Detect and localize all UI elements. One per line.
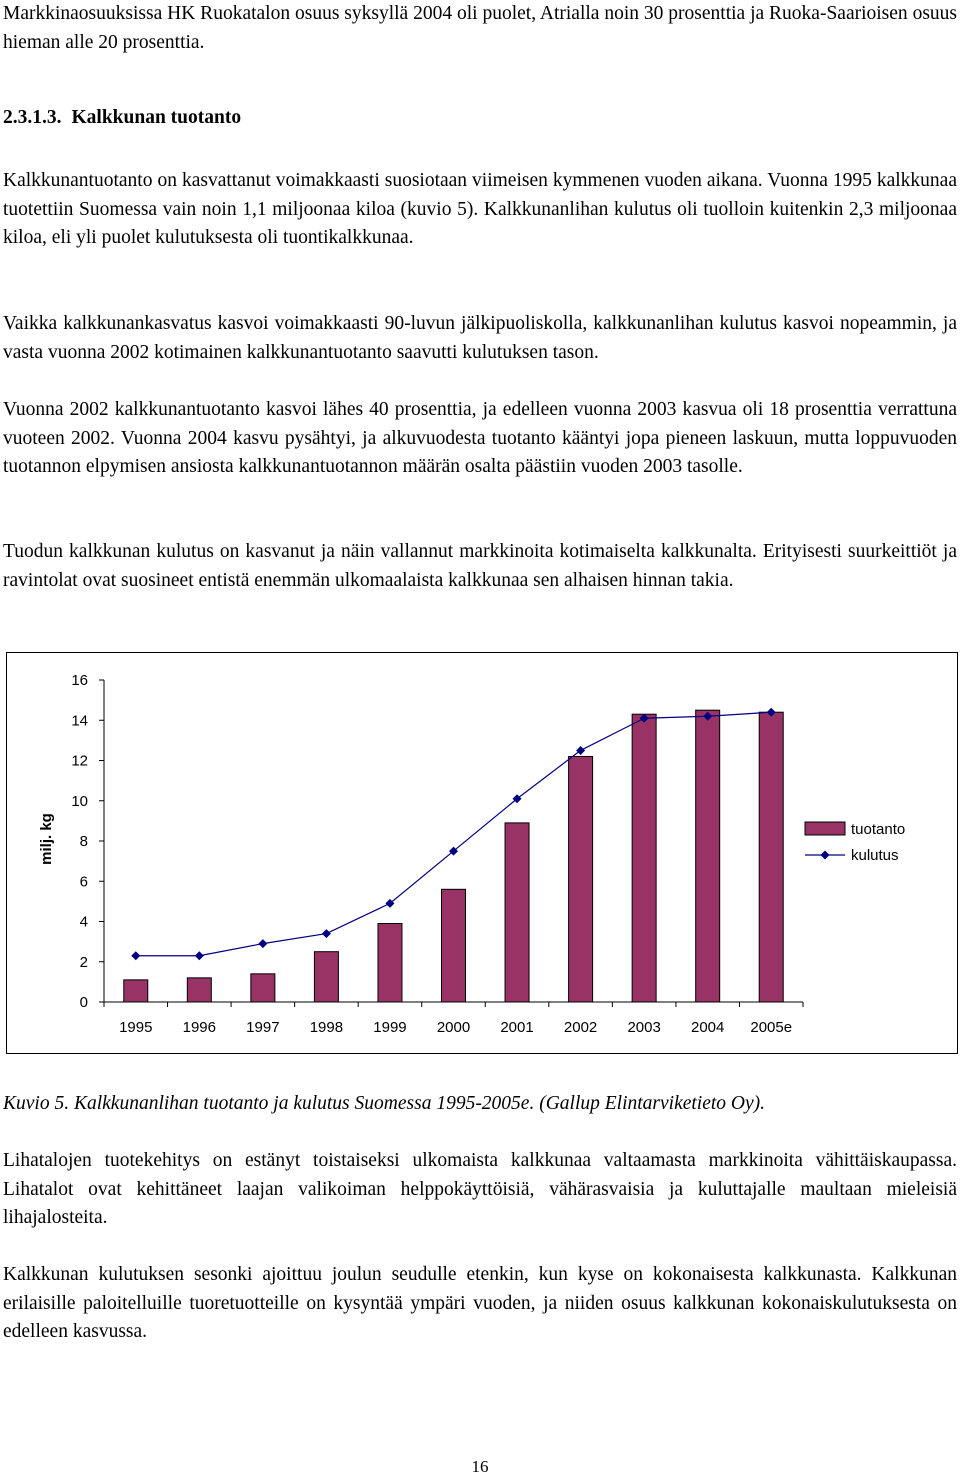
section-title: Kalkkunan tuotanto — [71, 107, 242, 128]
bar-tuotanto — [569, 756, 593, 1002]
paragraph-production-growth: Kalkkunantuotanto on kasvattanut voimakkaasti suosiotaan viimeisen kymmenen vuoden aikana. Vuonna 1995 kalkkunaa tuotettiin Suomessa vain noin 1,1 miljoonaa kiloa (kuvio 5). Kalkkunanlihan kulutus oli tuolloin kuitenkin 2,3 miljoonaa kiloa, eli yli puolet kulutuksesta oli tuontikalkkunaa. — [3, 170, 957, 248]
paragraph-imports: Tuodun kalkkunan kulutus on kasvanut ja näin vallannut markkinoita kotimaiselta kalkkunalta. Erityisesti suurkeittiöt ja ravintolat ovat suosineet entistä enemmän ulkomaalaista kalkkunaa sen alhaisen hinnan takia. — [3, 541, 957, 591]
legend-swatch-tuotanto — [805, 822, 845, 835]
point-kulutus — [195, 951, 204, 960]
chart-svg — [7, 653, 957, 1053]
x-tick-label: 2005e — [750, 1019, 793, 1036]
bar-tuotanto — [187, 978, 211, 1002]
x-tick-label: 1999 — [373, 1019, 407, 1036]
x-tick-label: 1998 — [309, 1019, 344, 1036]
y-tick-label: 0 — [79, 994, 88, 1011]
y-tick-label: 10 — [71, 792, 88, 810]
x-tick-label: 1996 — [182, 1019, 217, 1036]
bar-tuotanto — [314, 952, 338, 1002]
x-tick-label: 2002 — [563, 1019, 598, 1036]
legend-label-kulutus: kulutus — [851, 847, 899, 864]
bar-tuotanto — [696, 710, 720, 1002]
point-kulutus — [131, 951, 140, 960]
chart-figure — [6, 652, 958, 1054]
bar-tuotanto — [442, 889, 466, 1002]
bar-tuotanto — [251, 974, 275, 1002]
x-tick-label: 2003 — [627, 1019, 661, 1036]
bar-tuotanto — [759, 712, 783, 1002]
paragraph-product-development: Lihatalojen tuotekehitys on estänyt toistaiseksi ulkomaista kalkkunaa valtaamasta markkinoita vähittäiskaupassa. Lihatalot ovat kehittäneet laajan valikoiman helppokäyttöisiä, vähärasvaisia ja kuluttajalle maultaan mieleisiä lihajalosteita. — [3, 1150, 957, 1228]
x-tick-label: 1995 — [119, 1019, 153, 1036]
legend-label-tuotanto: tuotanto — [851, 821, 906, 838]
bar-tuotanto — [505, 823, 529, 1002]
y-tick-label: 12 — [71, 752, 88, 770]
page-number: 16 — [471, 1457, 489, 1476]
point-kulutus — [322, 929, 331, 938]
point-kulutus — [258, 939, 267, 948]
bar-tuotanto — [124, 980, 148, 1002]
section-heading — [3, 104, 241, 133]
figure-caption: Kuvio 5. Kalkkunanlihan tuotanto ja kulutus Suomessa 1995-2005e. (Gallup Elintarviketieto Oy). — [3, 1093, 766, 1114]
point-kulutus — [576, 746, 585, 755]
y-tick-label: 2 — [79, 953, 88, 971]
y-axis-title: milj. kg — [38, 813, 55, 865]
y-tick-label: 14 — [71, 712, 88, 730]
y-tick-label: 16 — [71, 672, 88, 689]
bar-tuotanto — [632, 714, 656, 1002]
paragraph-season: Kalkkunan kulutuksen sesonki ajoittuu joulun seudulle etenkin, kun kyse on kokonaisesta kalkkunasta. Kalkkunan erilaisille paloitelluille tuoretuotteille on kysyntää ympäri vuoden, ja niiden osuus kalkkunan kokonaiskulutuksesta on edelleen kasvussa. — [3, 1264, 957, 1342]
paragraph-market-shares: Markkinaosuuksissa HK Ruokatalon osuus syksyllä 2004 oli puolet, Atrialla noin 30 prosenttia ja Ruoka-Saarioisen osuus hieman alle 20 prosenttia. — [3, 3, 957, 53]
bar-tuotanto — [378, 924, 402, 1002]
paragraph-production-2002: Vuonna 2002 kalkkunantuotanto kasvoi lähes 40 prosenttia, ja edelleen vuonna 2003 kasvua oli 18 prosenttia verrattuna vuoteen 2002. Vuonna 2004 kasvu pysähtyi, ja alkuvuodesta tuotanto kääntyi jopa pieneen laskuun, mutta loppuvuoden tuotannon elpymisen ansiosta kalkkunantuotannon määrän osalta päästiin vuoden 2003 tasolle. — [3, 399, 957, 477]
y-tick-label: 8 — [79, 833, 88, 850]
x-tick-label: 2000 — [436, 1019, 471, 1036]
paragraph-consumption-growth: Vaikka kalkkunankasvatus kasvoi voimakkaasti 90-luvun jälkipuoliskolla, kalkkunanlihan kulutus kasvoi nopeammin, ja vasta vuonna 2002 kotimainen kalkkunantuotanto saavutti kulutuksen tason. — [3, 313, 957, 363]
x-tick-label: 2001 — [500, 1019, 534, 1036]
legend-marker-kulutus — [821, 851, 830, 860]
x-tick-label: 2004 — [690, 1019, 725, 1036]
y-tick-label: 6 — [79, 873, 88, 891]
y-tick-label: 4 — [79, 913, 88, 931]
x-tick-label: 1997 — [246, 1019, 280, 1036]
section-number: 2.3.1.3. — [3, 107, 62, 128]
